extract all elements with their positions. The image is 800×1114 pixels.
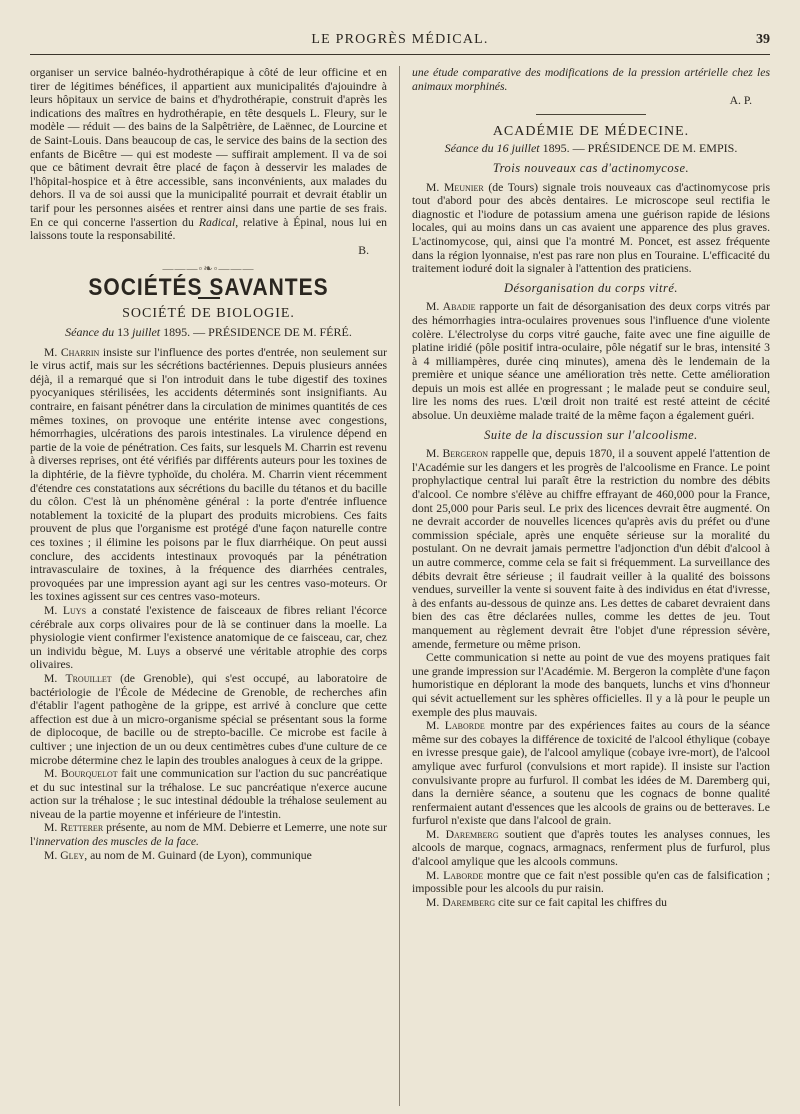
- paragraph-bourquelot: M. Bourquelot fait une communication sur l'action du suc pancréatique et du suc intestinal sur la tréhalose. Le suc pancréatique n'exerce aucune action sur la tréhalose ; le suc intestinal dédouble la tréhalose seulement au niveau de la partie moyenne et inférieure de l'intestin.: [30, 767, 387, 821]
- subheading-alcoolisme: Suite de la discussion sur l'alcoolisme.: [484, 427, 698, 442]
- paragraph-luys: M. Luys a constaté l'existence de faisceaux de fibres reliant l'écorce cérébrale aux corps olivaires pour de là se continuer dans la moelle. La physiologie vient confirmer l'existence anatomique de ce faisceau, car, chez un individu bègue, M. Luys a observé une véritable atrophie des corps olivaires.: [30, 603, 387, 672]
- paragraph-trouillet: M. Trouillet (de Grenoble), qui s'est occupé, au laboratoire de bactériologie de l'École de Médecine de Grenoble, de recherches afin d'établir l'agent pathogène de la grippe, est arrivé à conclure que cette affection est due à un micro-organisme spécial se présentant sous la forme de diplocoque, de bacille ou de strepto-bacille. Ce microbe est facile à cultiver ; une injection de un ou deux centimètres cubes d'une culture de ce microbe détermine chez le lapin des troubles analogues à ceux de la grippe.: [30, 671, 387, 767]
- session-line: Séance du 13 juillet 1895. — PRÉSIDENCE DE M. FÉRÉ.: [65, 325, 352, 340]
- academy-session-line: Séance du 16 juillet 1895. — PRÉSIDENCE DE M. EMPIS.: [444, 141, 738, 156]
- subheading-corps-vitre: Désorganisation du corps vitré.: [503, 280, 679, 295]
- paragraph-daremberg-2: M. Daremberg cite sur ce fait capital les chiffres du: [426, 895, 667, 909]
- intro-paragraph: organiser un service balnéo-hydrothérapique à côté de leur officine et en tirer de légitimes bénéfices, il appartient aux municipalités d'ajouindre à leurs hôpitaux un service de bains et d'hydrothérapie, construit d'après les indications des maîtres en hydrothérapie, en tête desquels L. Fleury, sur le modèle — réduit — des bains de la Salpêtrière, de Laënnec, de Lourcine et de Saint-Louis. Dans beaucoup de cas, le service des bains de la section des enfants de Bicêtre — qui est modeste — suffirait amplement. Il va de soi que ce bâtiment devrait être placé de façon à desservir les malades de l'hôpital-hospice et à être accessible, sans inconvénients, aux malades du dehors. Il va de soi aussi que la municipalité pourrait et devrait établir un tarif pour les personnes aisées et rentrer ainsi dans une partie de ses frais. En ce qui concerne l'assertion du Radical, relative à Épinal, nous lui en laissons toute la responsabilité.: [30, 66, 387, 243]
- paragraph-laborde-2: M. Laborde montre que ce fait n'est possible qu'en cas de falsification ; impossible pour les alcools du pur raisin.: [412, 868, 770, 896]
- section-title: SOCIÉTÉS SAVANTES: [88, 274, 329, 301]
- paragraph-meunier: M. Meunier (de Tours) signale trois nouveaux cas d'actinomycose pris tout d'abord pour des abcès dentaires. Le microscope seul rectifia le diagnostic et l'iodure de potassium amena une guérison rapide de lésions locales, qui au moins dans un cas avaient une apparence des plus graves. L'actinomycose, qui, ainsi que l'a montré M. Poncet, est assez fréquente dans la région lyonnaise, n'est pas rare non plus en Touraine. L'efficacité du traitement ioduré doit la signaler à l'attention des praticiens.: [412, 180, 770, 276]
- paragraph-laborde-1: M. Laborde montre par des expériences faites au cours de la séance même sur des cobayes la différence de toxicité de l'alcool éthylique (cobaye en ivresse presque gaie), de l'alcool amylique (cobaye ivre-mort), de l'alcool amylique avec furfurol (convulsions et mort rapide). Il insiste sur l'action convulsivante propre au furfurol. Il combat les idées de M. Daremberg qui, dans la dernière séance, a soutenu que les cognacs de bonne qualité renfermaient autant d'essences que les alcools de grains ou de betteraves. Le furfurol n'existe que dans l'alcool de grain.: [412, 719, 770, 828]
- continued-paragraph: une étude comparative des modifications de la pression artérielle chez les animaux morphinés.: [412, 66, 770, 93]
- paragraph-daremberg-1: M. Daremberg soutient que d'après toutes les analyses connues, les alcools de marque, cognacs, armagnacs, renferment plus de furfurol, plus d'alcool amylique que les alcools communs.: [412, 827, 770, 869]
- subheading-actinomycose: Trois nouveaux cas d'actinomycose.: [492, 160, 690, 175]
- short-rule: [536, 114, 646, 115]
- paragraph-gley: M. Gley, au nom de M. Guinard (de Lyon), communique: [44, 848, 312, 862]
- paragraph-bergeron: M. Bergeron rappelle que, depuis 1870, il a souvent appelé l'attention de l'Académie sur les dangers et les progrès de l'alcoolisme en France. Le point prophylactique central lui paraît être la restriction du nombre des débits d'alcool. Ce nombre s'élève au chiffre effrayant de 460,000 pour la France, dont 25,000 pour Paris seul. Le prix des licences devrait être augmenté. On ne devrait accorder de nouvelles licences qu'après avis du préfet ou d'une commission spéciale, après une enquête sérieuse sur la moralité du postulant. On ne devrait jamais permettre l'adjonction d'un débit d'alcool à un autre commerce, comme cela se fait si fréquemment. La surveillance des débits devrait être sérieuse ; il faudrait veiller à la qualité des boissons vendues, surveiller la vente si souvent faite à des individus en état d'ivresse, à des enfants au-dessous de quinze ans. Les dettes de cabaret devraient dans bien des cas être déclarées nulles, comme les dettes de jeu. Tout manquement au règlement devrait être l'objet d'une répression sévère, amende, fermeture ou même prison.: [412, 447, 770, 651]
- page-number: 39: [756, 32, 770, 47]
- left-column: [30, 66, 387, 1106]
- signature: B.: [358, 243, 369, 257]
- paragraph-communication: Cette communication si nette au point de vue des moyens pratiques fait une grande impression sur l'Académie. M. Bergeron la complète d'une façon humoristique en déplorant la mode des banquets, lunchs et vins d'honneur qui sévit actuellement sur les sphères officielles. Il y a là pour le peuple un exemple des plus mauvais.: [412, 651, 770, 719]
- paragraph-abadie: M. Abadie rapporte un fait de désorganisation des deux corps vitrés par des hémorrhagies intra-oculaires provenues sous l'influence d'une violente colère. L'électrolyse du corps vitré gauche, faite avec une fine aiguille de platine iridié (pôle positif intra-oculaire, pôle négatif sur le bras, intensité 3 à 4 milliampères, durée cinq minutes), amena dès le lendemain de la première et unique séance une amélioration très nette. Cette amélioration depuis un mois est allée en progressant ; le malade peut se conduire seul, lire les noms des rues. L'œil droit non traité est resté atteint de cécité absolue. Un deuxième malade traité de la même façon a également guéri.: [412, 300, 770, 423]
- academy-heading: ACADÉMIE DE MÉDECINE.: [492, 123, 690, 139]
- paragraph-charrin: M. Charrin insiste sur l'influence des portes d'entrée, non seulement sur le virus actif, mais sur les sécrétions bactériennes. Depuis plusieurs années déjà, il a remarqué que si l'on introduit dans le tube digestif des toxines pyocyaniques stérilisées, les accidents déterminés sont insignifiants. Au contraire, en faisant pénétrer dans la circulation de minimes quantités de ces mêmes toxines, on provoque une entérite intense avec congestions, hémorrhagies, ulcérations des parois intestinales. La virulence dépend en partie de la voie de pénétration. Ces faits, sur lesquels M. Charrin est revenu à diverses reprises, ont été vérifiés par différents auteurs pour les toxines de la diphtérie, de la fièvre typhoïde, du choléra. M. Charrin vient récemment d'étendre ces constatations aux sécrétions du bacille du tétanos et du bacille du côlon. C'est là un phénomène général : la porte d'entrée influence notablement la toxicité de la plupart des produits microbiens. Ces faits prouvent de plus que l'organisme est protégé d'une façon naturelle contre ces toxines ; il élimine les poisons par le flux diarrhéique. On peut aussi conclure, des accidents intestinaux provoqués par la pénétration intravasculaire de toxines, à la fréquence des diarrhées centrales, provoquées par une impression ayant agi sur les centres vaso-moteurs. Or les toxines agissent sur ces centres vaso-moteurs.: [30, 345, 387, 604]
- society-heading: SOCIÉTÉ DE BIOLOGIE.: [122, 305, 295, 321]
- paragraph-retterer: M. Retterer présente, au nom de MM. Debierre et Lemerre, une note sur l'innervation des muscles de la face.: [30, 821, 387, 849]
- column-divider: [399, 66, 400, 1106]
- journal-title: LE PROGRÈS MÉDICAL.: [311, 32, 489, 47]
- running-header: [30, 30, 770, 55]
- right-column: [412, 66, 770, 1106]
- ornament-divider: ———◦❧◦———: [162, 263, 255, 276]
- signature-ap: A. P.: [729, 94, 752, 108]
